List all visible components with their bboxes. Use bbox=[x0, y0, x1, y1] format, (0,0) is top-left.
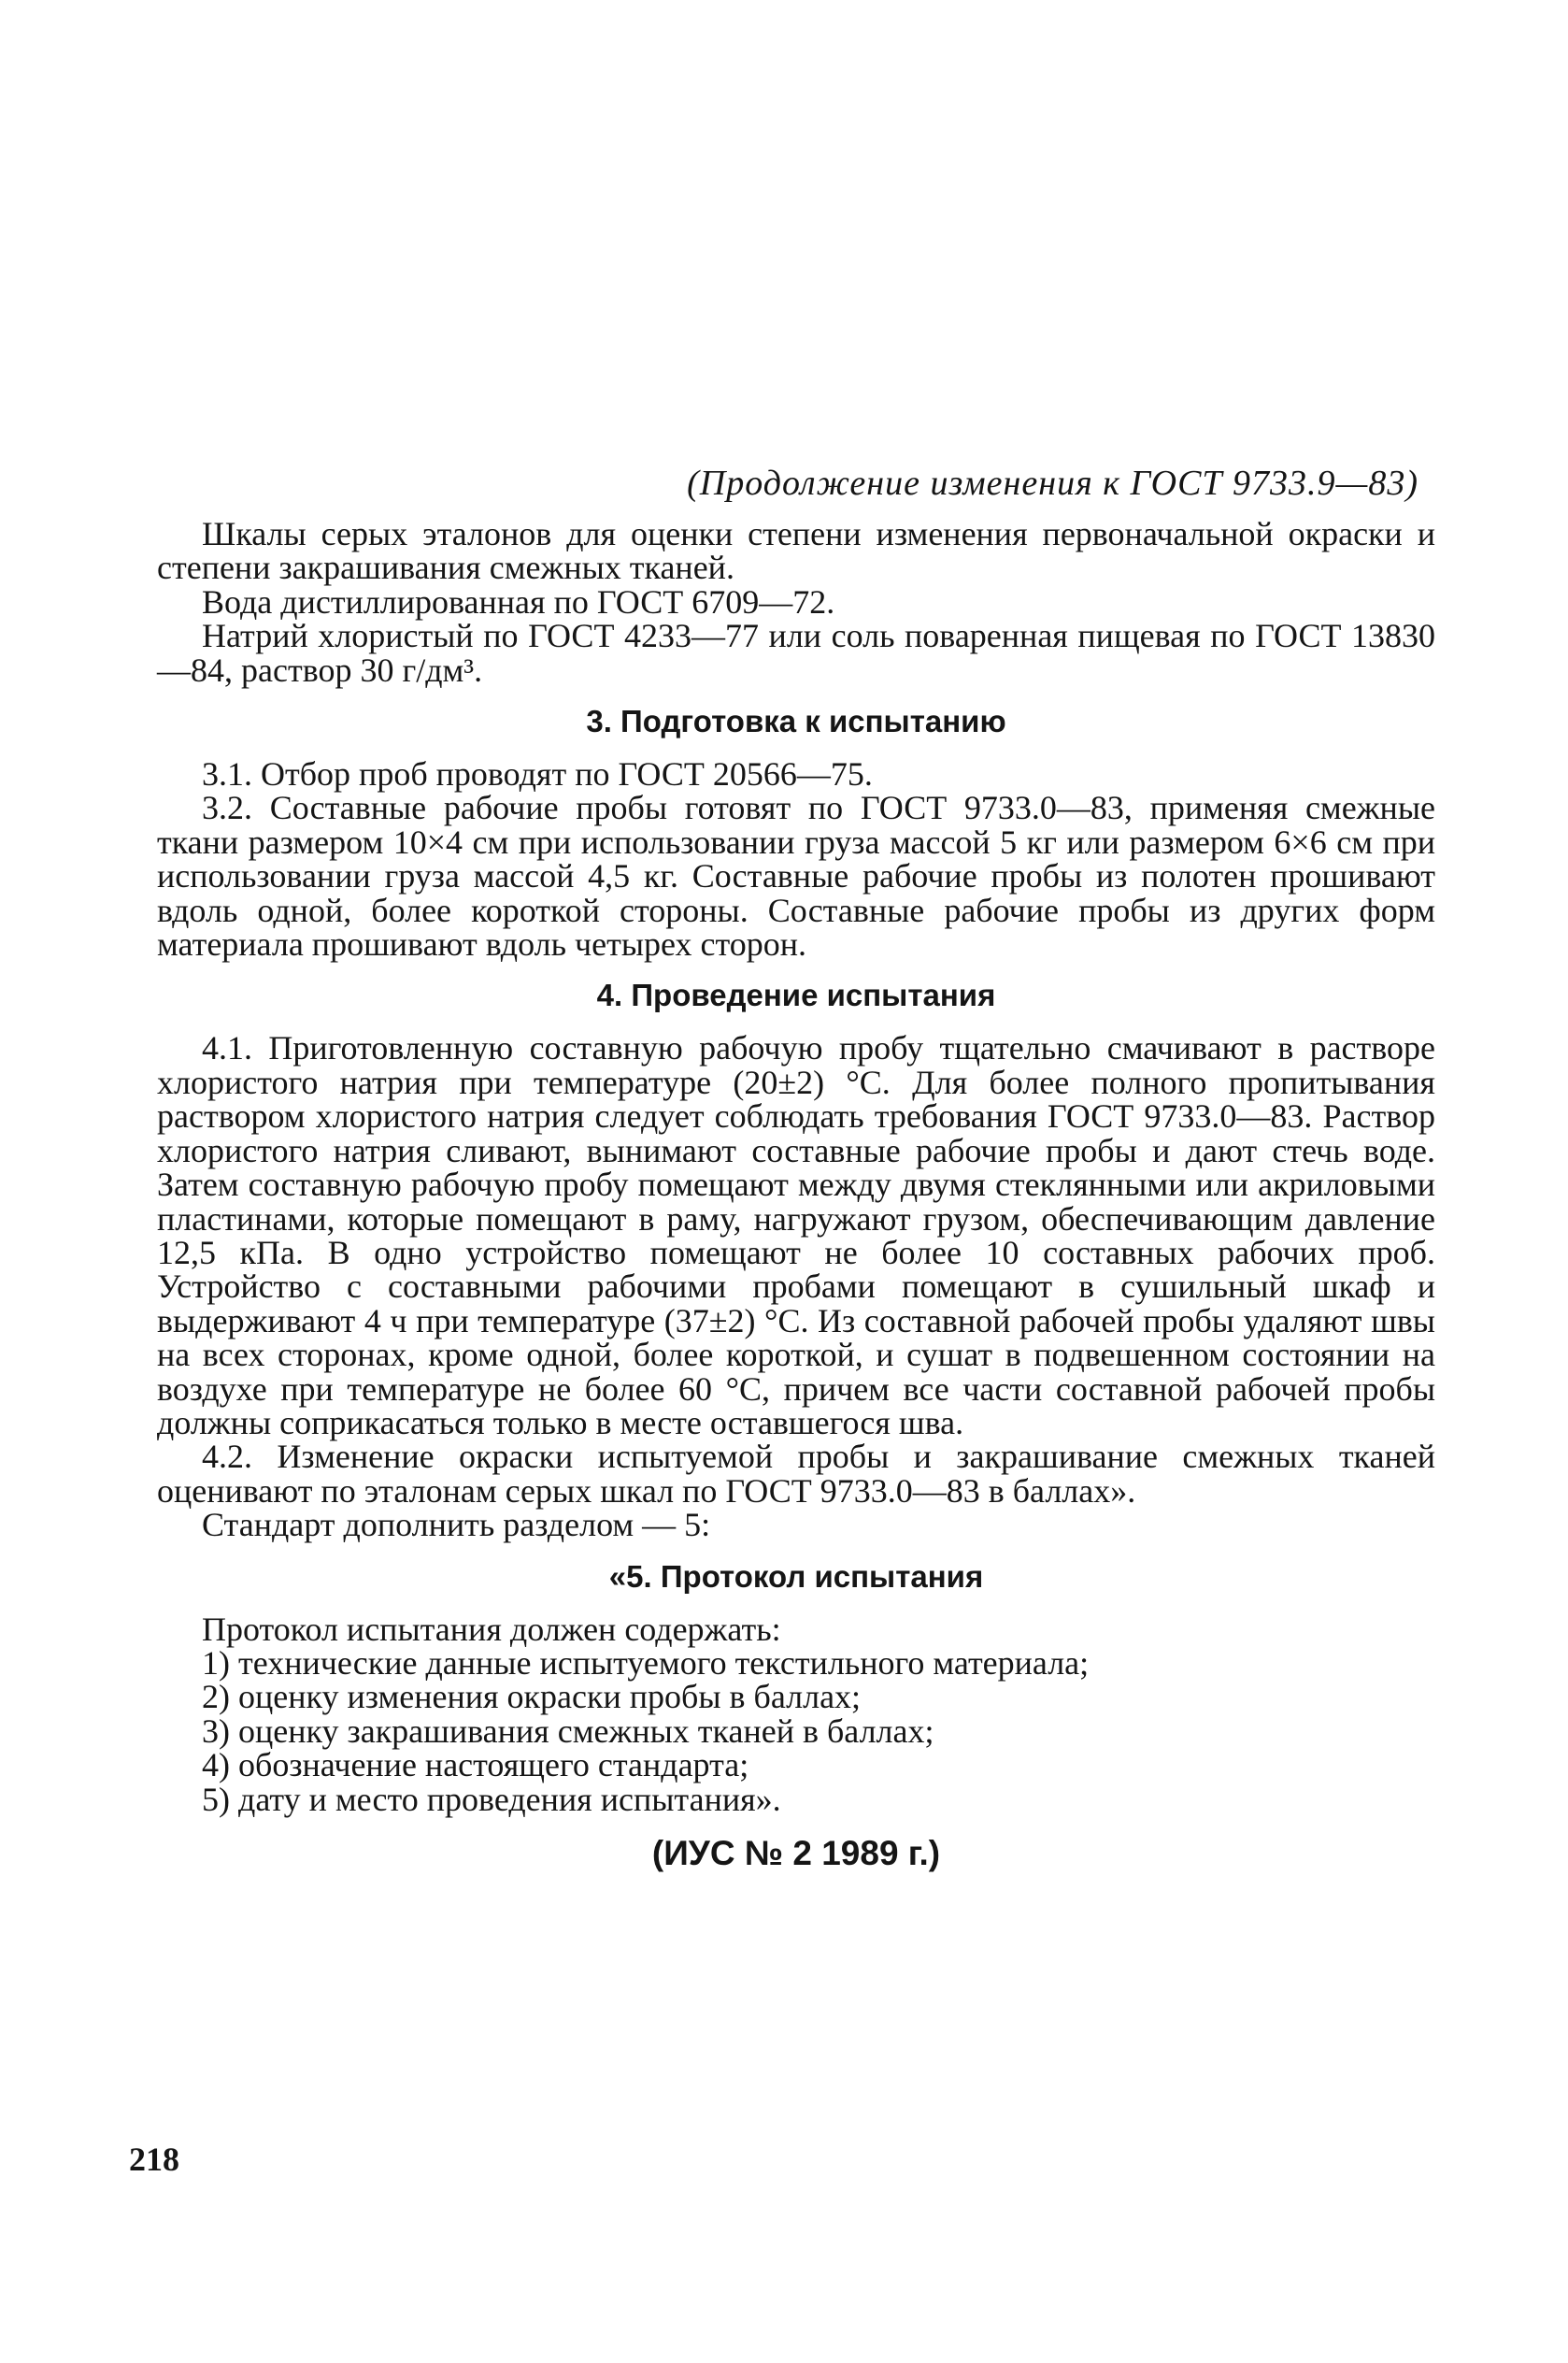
protocol-list bbox=[157, 1643, 1435, 1818]
ius-reference: (ИУС № 2 1989 г.) bbox=[651, 1834, 941, 1872]
list-item bbox=[157, 1678, 1435, 1716]
page-number: 218 bbox=[129, 2141, 179, 2178]
list-item-text: дату и место проведения испытания». bbox=[238, 1780, 781, 1818]
document-body bbox=[157, 517, 1435, 1872]
list-item bbox=[157, 1711, 1435, 1750]
list-item-text: оценку закрашивания смежных тканей в баллах; bbox=[238, 1711, 934, 1750]
list-item bbox=[157, 1748, 1435, 1782]
list-item-number: 1) bbox=[202, 1643, 230, 1682]
section-3-heading: 3. Подготовка к испытанию bbox=[586, 704, 1006, 739]
materials-paragraph-3: Натрий хлористый по ГОСТ 4233—77 или соль поваренная пищевая по ГОСТ 13830—84, раствор 30 г/дм³. bbox=[157, 617, 1435, 689]
section-4-paragraph-2: 4.2. Изменение окраски испытуемой пробы и закрашивание смежных тканей оценивают по эталонам серых шкал по ГОСТ 9733.0—83 в баллах». bbox=[157, 1438, 1435, 1510]
section-4-paragraph-3: Стандарт дополнить разделом — 5: bbox=[202, 1506, 711, 1544]
section-5-intro: Протокол испытания должен содержать: bbox=[202, 1610, 781, 1648]
section-4-paragraph-1: 4.1. Приготовленную составную рабочую пробу тщательно смачивают в растворе хлористого натрия при температуре (20±2) °С. Для более полного пропитывания раствором хлористого натрия следует соблюдать требования ГОСТ 9733.0—83. Раствор хлористого натрия сливают, вынимают составные рабочие пробы и дают стечь воде. Затем составную рабочую пробу помещают между двумя стеклянными или акриловыми пластинами, которые помещают в раму, нагружают грузом, обеспечивающим давление 12,5 кПа. В одно устройство помещают не более 10 составных рабочих проб. Устройство с составными рабочими пробами помещают в сушильный шкаф и выдерживают 4 ч при температуре (37±2) °С. Из составной рабочей пробы удаляют швы на всех сторонах, кроме одной, более короткой, и сушат в подвешенном состоянии на воздухе при температуре не более 60 °С, причем все части составной рабочей пробы должны соприкасаться только в месте оставшегося шва. bbox=[157, 1029, 1435, 1441]
list-item-number: 4) bbox=[202, 1746, 230, 1784]
list-item-text: технические данные испытуемого текстильного материала; bbox=[238, 1643, 1090, 1682]
materials-paragraph-1: Шкалы серых эталонов для оценки степени изменения первоначальной окраски и степени закрашивания смежных тканей. bbox=[157, 515, 1435, 587]
materials-paragraph-2: Вода дистиллированная по ГОСТ 6709—72. bbox=[202, 582, 835, 621]
section-3-paragraph-1: 3.1. Отбор проб проводят по ГОСТ 20566—75. bbox=[202, 755, 873, 794]
section-5-heading: «5. Протокол испытания bbox=[608, 1558, 984, 1594]
list-item-number: 5) bbox=[202, 1780, 230, 1818]
continuation-header: (Продолжение изменения к ГОСТ 9733.9—83) bbox=[687, 464, 1418, 503]
list-item-number: 3) bbox=[202, 1711, 230, 1750]
list-item bbox=[157, 1643, 1435, 1682]
section-4-heading: 4. Проведение испытания bbox=[596, 978, 996, 1013]
section-3-paragraph-2: 3.2. Составные рабочие пробы готовят по ГОСТ 9733.0—83, применяя смежные ткани размером 10×4 см при использовании груза массой 5 кг или размером 6×6 см при использовании груза массой 4,5 кг. Составные рабочие пробы из полотен прошивают вдоль одной, более короткой стороны. Составные рабочие пробы из других форм материала прошивают вдоль четырех сторон. bbox=[157, 789, 1435, 964]
list-item-number: 2) bbox=[202, 1678, 230, 1716]
list-item bbox=[157, 1780, 1435, 1818]
list-item-text: обозначение настоящего стандарта; bbox=[238, 1746, 749, 1784]
list-item-text: оценку изменения окраски пробы в баллах; bbox=[238, 1678, 862, 1716]
